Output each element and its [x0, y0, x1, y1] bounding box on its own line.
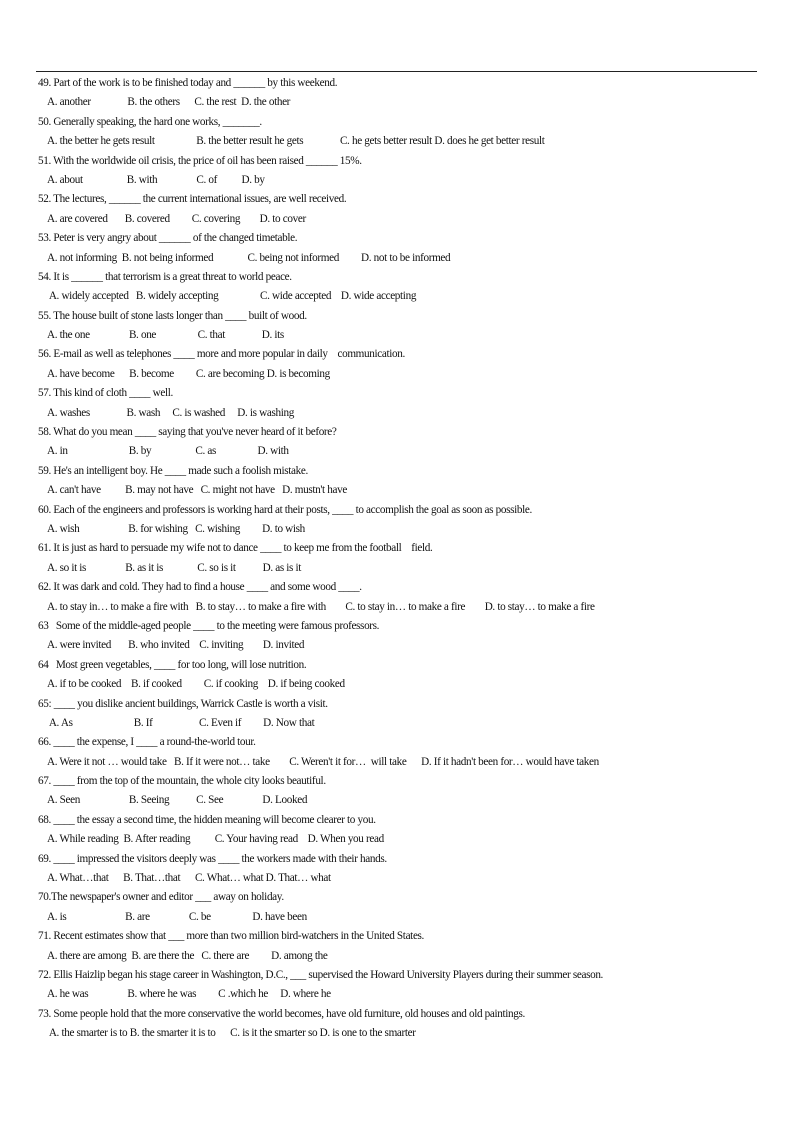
question-stem-62: 62. It was dark and cold. They had to find a house ____ and some wood ____. [38, 581, 362, 594]
question-options-52: A. are covered B. covered C. covering D. to cover [47, 212, 306, 225]
question-stem-65: 65: ____ you dislike ancient buildings, Warrick Castle is worth a visit. [38, 697, 328, 710]
question-options-50: A. the better he gets result B. the better result he gets C. he gets better result D. does he get better result [47, 135, 545, 148]
question-options-69: A. What…that B. That…that C. What… what D. That… what [47, 872, 331, 885]
question-stem-53: 53. Peter is very angry about ______ of the changed timetable. [38, 232, 298, 245]
question-stem-66: 66. ____ the expense, I ____ a round-the-world tour. [38, 736, 256, 749]
question-options-49: A. another B. the others C. the rest D. the other [47, 96, 291, 109]
question-options-71: A. there are among B. are there the C. there are D. among the [47, 949, 328, 962]
question-options-51: A. about B. with C. of D. by [47, 173, 265, 186]
question-stem-55: 55. The house built of stone lasts longer than ____ built of wood. [38, 309, 307, 322]
question-stem-67: 67. ____ from the top of the mountain, the whole city looks beautiful. [38, 775, 326, 788]
question-options-53: A. not informing B. not being informed C. being not informed D. not to be informed [47, 251, 451, 264]
question-sheet [38, 74, 758, 1044]
question-options-68: A. While reading B. After reading C. Your having read D. When you read [47, 833, 384, 846]
question-stem-71: 71. Recent estimates show that ___ more than two million bird-watchers in the United States. [38, 930, 425, 943]
question-options-59: A. can't have B. may not have C. might not have D. mustn't have [47, 484, 347, 497]
question-options-62: A. to stay in… to make a fire with B. to stay… to make a fire with C. to stay in… to make a fire D. to stay… to make a fire [47, 600, 595, 613]
question-stem-69: 69. ____ impressed the visitors deeply was ____ the workers made with their hands. [38, 852, 387, 865]
question-options-57: A. washes B. wash C. is washed D. is washing [47, 406, 294, 419]
question-stem-68: 68. ____ the essay a second time, the hidden meaning will become clearer to you. [38, 813, 376, 826]
question-stem-70: 70.The newspaper's owner and editor ___ away on holiday. [38, 891, 284, 904]
question-options-60: A. wish B. for wishing C. wishing D. to wish [47, 522, 305, 535]
question-options-65: A. As B. If C. Even if D. Now that [47, 716, 315, 729]
question-options-55: A. the one B. one C. that D. its [47, 329, 284, 342]
question-stem-56: 56. E-mail as well as telephones ____ more and more popular in daily communication. [38, 348, 405, 361]
question-options-73: A. the smarter is to B. the smarter it is to C. is it the smarter so D. is one to the smarter [47, 1027, 416, 1040]
question-stem-64: 64 Most green vegetables, ____ for too long, will lose nutrition. [38, 658, 307, 671]
question-stem-49: 49. Part of the work is to be finished today and ______ by this weekend. [38, 77, 338, 89]
question-stem-63: 63 Some of the middle-aged people ____ to the meeting were famous professors. [38, 619, 380, 632]
question-options-72: A. he was B. where he was C .which he D. where he [47, 988, 331, 1001]
question-options-56: A. have become B. become C. are becoming D. is becoming [47, 367, 330, 380]
question-options-61: A. so it is B. as it is C. so is it D. as is it [47, 561, 302, 574]
question-stem-58: 58. What do you mean ____ saying that you've never heard of it before? [38, 426, 337, 439]
question-stem-60: 60. Each of the engineers and professors is working hard at their posts, ____ to accomplish the goal as soon as possible. [38, 503, 532, 516]
question-stem-51: 51. With the worldwide oil crisis, the price of oil has been raised ______ 15%. [38, 154, 362, 167]
question-stem-61: 61. It is just as hard to persuade my wife not to dance ____ to keep me from the football field. [38, 542, 433, 555]
question-stem-54: 54. It is ______ that terrorism is a great threat to world peace. [38, 270, 292, 283]
question-stem-72: 72. Ellis Haizlip began his stage career in Washington, D.C., ___ supervised the Howard University Players during their summer season. [38, 968, 604, 981]
question-stem-73: 73. Some people hold that the more conservative the world becomes, have old furniture, old houses and old paintings. [38, 1007, 525, 1020]
question-stem-52: 52. The lectures, ______ the current international issues, are well received. [38, 193, 347, 206]
question-options-67: A. Seen B. Seeing C. See D. Looked [47, 794, 308, 807]
question-stem-50: 50. Generally speaking, the hard one works, _______. [38, 115, 262, 128]
question-options-66: A. Were it not … would take B. If it were not… take C. Weren't it for… will take D. If it hadn't been for… would have taken [47, 755, 599, 768]
question-options-64: A. if to be cooked B. if cooked C. if cooking D. if being cooked [47, 678, 345, 691]
question-options-54: A. widely accepted B. widely accepting C. wide accepted D. wide accepting [47, 290, 417, 303]
question-options-63: A. were invited B. who invited C. inviting D. invited [47, 639, 305, 652]
question-options-58: A. in B. by C. as D. with [47, 445, 289, 458]
header-rule [36, 71, 757, 72]
question-options-70: A. is B. are C. be D. have been [47, 910, 307, 923]
question-stem-59: 59. He's an intelligent boy. He ____ made such a foolish mistake. [38, 464, 308, 477]
question-stem-57: 57. This kind of cloth ____ well. [38, 387, 173, 400]
